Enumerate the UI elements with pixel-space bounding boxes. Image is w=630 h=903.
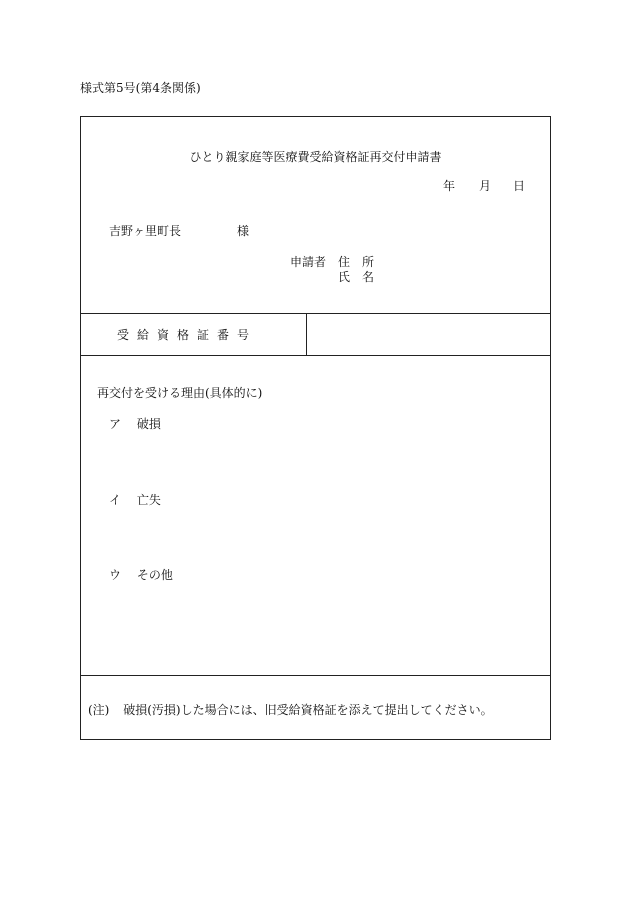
reason-option-other	[109, 569, 173, 581]
date-month-label: 月	[479, 179, 492, 193]
divider-certificate	[81, 355, 550, 356]
reason-heading: 再交付を受ける理由(具体的に)	[97, 386, 263, 400]
application-form	[80, 116, 551, 740]
form-number: 様式第5号(第4条関係)	[80, 81, 201, 95]
reason-option-key: イ	[109, 493, 122, 507]
name-label: 氏 名	[338, 270, 375, 284]
address-label: 住 所	[338, 255, 375, 269]
date-day-label: 日	[513, 179, 526, 193]
reason-option-loss	[109, 494, 161, 506]
note-text: 破損(汚損)した場合には、旧受給資格証を添えて提出してください。	[123, 703, 493, 717]
date-year-label: 年	[443, 179, 456, 193]
certificate-number-field[interactable]	[307, 314, 550, 354]
reason-option-damage	[109, 418, 161, 430]
certificate-number-label: 受給資格証番号	[117, 328, 258, 342]
addressee-name: 吉野ヶ里町長	[109, 224, 182, 238]
applicant-label: 申請者	[290, 255, 327, 269]
reason-option-label: 破損	[136, 417, 161, 431]
reason-option-key: ア	[109, 417, 122, 431]
reason-option-key: ウ	[109, 568, 122, 582]
form-title: ひとり親家庭等医療費受給資格証再交付申請書	[189, 150, 442, 164]
reason-option-label: その他	[136, 568, 173, 582]
addressee-honorific: 様	[237, 224, 250, 238]
note-prefix: (注)	[88, 703, 110, 717]
note	[88, 704, 493, 716]
reason-option-label: 亡失	[136, 493, 161, 507]
divider-reason	[81, 675, 550, 676]
